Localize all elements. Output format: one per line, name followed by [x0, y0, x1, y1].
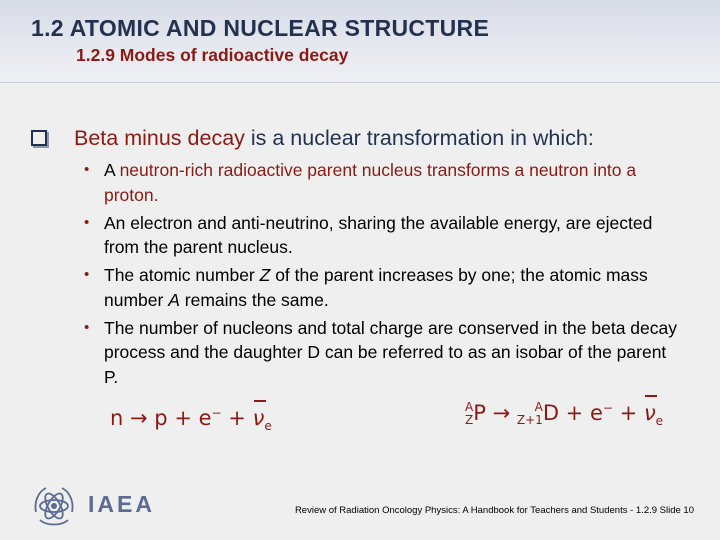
list-item: • The atomic number Z of the parent increases by one; the atomic mass number A remains the same.: [84, 265, 648, 310]
main-rest: is a nuclear transformation in which:: [244, 126, 594, 150]
bullet-dot-icon: •: [84, 161, 90, 178]
slide-header: [0, 0, 720, 83]
bullet-dot-icon: •: [84, 318, 90, 336]
bullet-list: [82, 158, 682, 393]
slide-subtitle: 1.2.9 Modes of radioactive decay: [76, 45, 349, 65]
list-item: • A neutron-rich radioactive parent nucleus transforms a neutron into a proton.: [84, 160, 637, 205]
square-bullet-icon: [31, 130, 47, 146]
slide-footer: Review of Radiation Oncology Physics: A Handbook for Teachers and Students - 1.2.9 Slide 10: [294, 505, 694, 516]
list-item: • The number of nucleons and total charge are conserved in the beta decay process and the daughter D can be referred to as an isobar of the parent P.: [84, 317, 678, 387]
bullet-dot-icon: •: [84, 266, 90, 283]
list-item: • An electron and anti-neutrino, sharing the available energy, are ejected from the parent nucleus.: [84, 212, 653, 257]
iaea-wordmark: IAEA: [88, 491, 155, 517]
main-statement: [74, 126, 594, 151]
iaea-atom-icon: [30, 482, 78, 530]
equation-beta-minus-decay: A ZP → A Z+1D + e− + $\nu_e$: [465, 401, 663, 428]
main-highlight: Beta minus decay: [74, 126, 245, 150]
bullet-dot-icon: •: [84, 213, 90, 231]
slide-title: 1.2 ATOMIC AND NUCLEAR STRUCTURE: [31, 15, 490, 41]
equation-neutron-decay: n → p + e− + $\nu_e$: [110, 406, 272, 433]
